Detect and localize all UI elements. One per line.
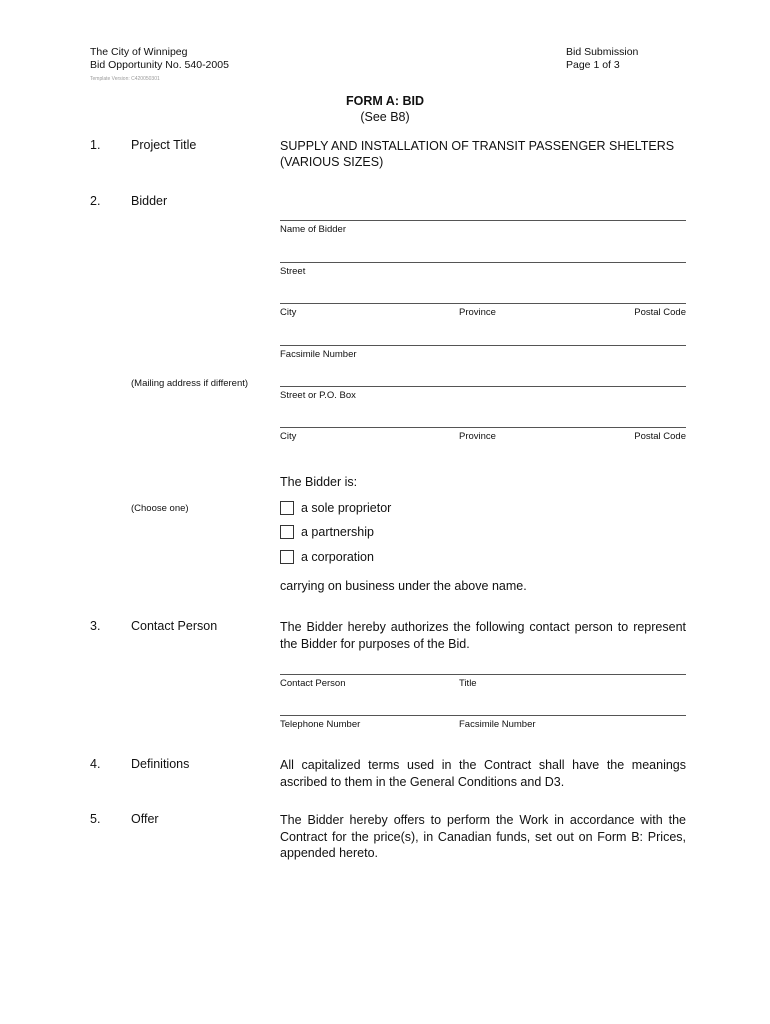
contact-person-caption: Contact Person (280, 678, 346, 689)
project-title-line-2: (VARIOUS SIZES) (280, 155, 384, 169)
header-org: The City of Winnipeg (90, 46, 188, 58)
facsimile-caption: Facsimile Number (280, 349, 357, 360)
section-1-label: Project Title (131, 138, 197, 152)
city-province-postal-line[interactable] (280, 303, 686, 304)
project-title-line-1: SUPPLY AND INSTALLATION OF TRANSIT PASSENGER SHELTERS (280, 139, 675, 153)
choose-one-note: (Choose one) (131, 503, 189, 514)
header-template-version: Template Version: C420050301 (90, 76, 160, 82)
city-caption: City (280, 307, 297, 318)
section-2-number: 2. (90, 194, 101, 208)
title-caption: Title (459, 678, 477, 689)
street-line[interactable] (280, 262, 686, 263)
province-caption: Province (459, 307, 496, 318)
header-page-number: Page 1 of 3 (566, 59, 620, 71)
section-3-label: Contact Person (131, 619, 218, 633)
section-1-number: 1. (90, 138, 101, 152)
section-3-number: 3. (90, 619, 101, 633)
corporation-checkbox[interactable] (280, 550, 294, 564)
name-of-bidder-line[interactable] (280, 220, 686, 221)
header-bid-opportunity: Bid Opportunity No. 540-2005 (90, 59, 229, 71)
section-5-number: 5. (90, 812, 101, 826)
contact-facsimile-caption: Facsimile Number (459, 719, 536, 730)
street-po-box-line[interactable] (280, 386, 686, 387)
partnership-checkbox[interactable] (280, 525, 294, 539)
facsimile-line[interactable] (280, 345, 686, 346)
definitions-text: All capitalized terms used in the Contract shall have the meanings ascribed to them in the General Conditions and D3. (280, 758, 686, 789)
section-5-label: Offer (131, 812, 159, 826)
section-4-label: Definitions (131, 757, 190, 771)
name-of-bidder-caption: Name of Bidder (280, 224, 347, 235)
corporation-label: a corporation (301, 550, 374, 564)
bidder-is-text: The Bidder is: (280, 475, 358, 489)
carrying-on-business-text: carrying on business under the above name. (280, 579, 527, 593)
sole-proprietor-checkbox[interactable] (280, 501, 294, 515)
section-4-number: 4. (90, 757, 101, 771)
street-po-box-caption: Street or P.O. Box (280, 390, 356, 401)
partnership-label: a partnership (301, 525, 374, 539)
contact-person-text: The Bidder hereby authorizes the following contact person to represent the Bidder for purposes of the Bid. (280, 620, 686, 651)
mailing-city-caption: City (280, 431, 297, 442)
telephone-facsimile-line[interactable] (280, 715, 686, 716)
form-subtitle: (See B8) (360, 110, 410, 124)
mailing-province-caption: Province (459, 431, 496, 442)
form-title: FORM A: BID (346, 94, 424, 108)
mailing-city-province-postal-line[interactable] (280, 427, 686, 428)
sole-proprietor-label: a sole proprietor (301, 501, 392, 515)
section-2-label: Bidder (131, 194, 168, 208)
street-caption: Street (280, 266, 306, 277)
header-bid-submission: Bid Submission (566, 46, 639, 58)
mailing-postal-code-caption: Postal Code (634, 431, 686, 442)
postal-code-caption: Postal Code (634, 307, 686, 318)
mailing-address-note: (Mailing address if different) (131, 378, 249, 389)
contact-person-line[interactable] (280, 674, 686, 675)
telephone-number-caption: Telephone Number (280, 719, 361, 730)
offer-text: The Bidder hereby offers to perform the Work in accordance with the Contract for the price(s), in Canadian funds, set out on Form B: Prices, appended hereto. (280, 813, 686, 860)
